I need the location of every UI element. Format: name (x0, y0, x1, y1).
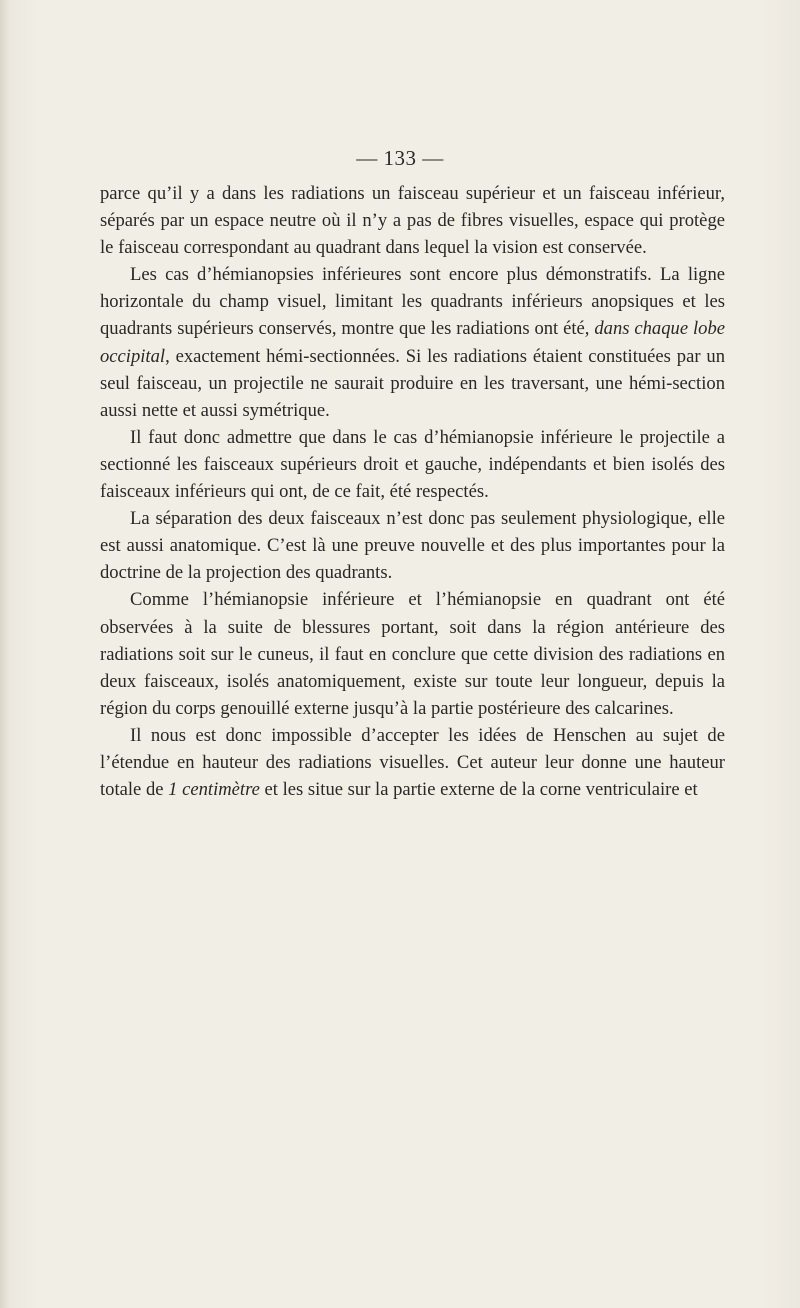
paragraph-6 (100, 722, 725, 803)
text-run: La séparation des deux faisceaux n’est donc pas seulement physiologique, elle est aussi anatomique. C’est là une preuve nouvelle et des plus importantes pour la doctrine de la projection des quadrants. (100, 508, 725, 584)
text-run: Les cas d’hémianopsies inférieures sont encore plus démonstratifs. La ligne horizontale du champ visuel, limitant les quadrants inférieurs anopsiques et les quadrants supérieurs conservés, montre que les radiations ont été, (100, 264, 725, 340)
paragraph-5 (100, 586, 725, 721)
page-number: — 133 — (356, 146, 444, 170)
italic-text-run: dans chaque lobe occipital (100, 318, 725, 367)
text-run: parce qu’il y a dans les radiations un faisceau supérieur et un faisceau inférieur, séparés par un espace neutre où il n’y a pas de fibres visuelles, espace qui protège le faisceau correspondant au quadrant dans lequel la vision est conservée. (100, 183, 725, 259)
text-run: Il faut donc admettre que dans le cas d’hémianopsie inférieure le projectile a sectionné les faisceaux supérieurs droit et gauche, indépendants et bien isolés des faisceaux inférieurs qui ont, de ce fait, été respectés. (100, 426, 725, 503)
text-run: et les situe sur la partie externe de la corne ventriculaire et (259, 779, 698, 801)
paragraph-4 (100, 505, 725, 586)
text-run: Comme l’hémianopsie inférieure et l’hémianopsie en quadrant ont été observées à la suite de blessures portant, soit dans la région antérieure des radiations soit sur le cuneus, il faut en conclure que cette division des radiations en deux faisceaux, isolés anatomiquement, existe sur toute leur longueur, depuis la région du corps genouillé externe jusqu’à la partie postérieure des calcarines. (100, 589, 725, 719)
italic-text-run: 1 centimètre (168, 779, 260, 801)
paragraph-1 (100, 180, 725, 261)
paragraph-3 (100, 424, 725, 505)
paragraph-2 (100, 261, 725, 424)
text-run: Il nous est donc impossible d’accepter les idées de Henschen au sujet de l’étendue en hauteur des radiations visuelles. Cet auteur leur donne une hauteur totale de (100, 724, 725, 801)
text-run: , exactement hémi-sectionnées. Si les radiations étaient constituées par un seul faisceau, un projectile ne saurait produire en les traversant, une hémi-section aussi nette et aussi symétrique. (100, 345, 725, 421)
body-text (100, 180, 725, 803)
